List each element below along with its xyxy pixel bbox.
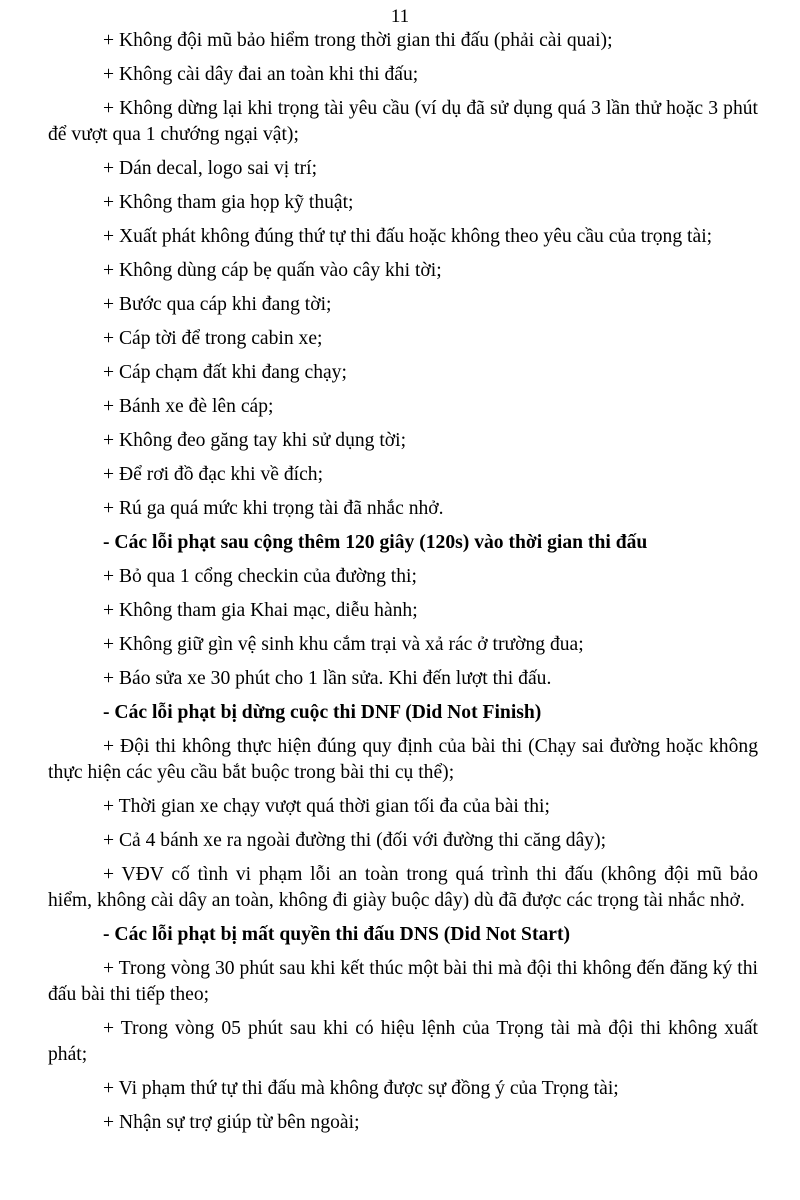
list-item: + Không tham gia Khai mạc, diễu hành; bbox=[103, 600, 418, 621]
list-item: + Không tham gia họp kỹ thuật; bbox=[103, 192, 354, 213]
list-item: + Thời gian xe chạy vượt quá thời gian tối đa của bài thi; bbox=[103, 796, 550, 817]
list-item: + Cả 4 bánh xe ra ngoài đường thi (đối với đường thi căng dây); bbox=[103, 830, 607, 851]
list-item: + Nhận sự trợ giúp từ bên ngoài; bbox=[103, 1112, 360, 1133]
list-item: + Không giữ gìn vệ sinh khu cắm trại và xả rác ở trường đua; bbox=[103, 634, 584, 655]
list-item: + Trong vòng 30 phút sau khi kết thúc một bài thi mà đội thi không đến đăng ký thi đấu bài thi tiếp theo; bbox=[48, 958, 758, 1005]
document-body bbox=[48, 28, 758, 1144]
list-item: + Dán decal, logo sai vị trí; bbox=[103, 158, 318, 179]
list-item: + Không cài dây đai an toàn khi thi đấu; bbox=[103, 64, 419, 85]
section-heading: - Các lỗi phạt bị mất quyền thi đấu DNS (Did Not Start) bbox=[103, 924, 571, 945]
list-item: + Báo sửa xe 30 phút cho 1 lần sửa. Khi đến lượt thi đấu. bbox=[103, 668, 552, 689]
list-item: + Đội thi không thực hiện đúng quy định của bài thi (Chạy sai đường hoặc không thực hiện các yêu cầu bắt buộc trong bài thi cụ thể); bbox=[48, 736, 758, 783]
section-heading: - Các lỗi phạt bị dừng cuộc thi DNF (Did Not Finish) bbox=[103, 702, 542, 723]
list-item: + Bước qua cáp khi đang tời; bbox=[103, 294, 332, 315]
list-item: + Để rơi đồ đạc khi về đích; bbox=[103, 464, 324, 485]
list-item: + Bánh xe đè lên cáp; bbox=[103, 396, 274, 417]
section-heading: - Các lỗi phạt sau cộng thêm 120 giây (120s) vào thời gian thi đấu bbox=[103, 532, 648, 553]
list-item: + VĐV cố tình vi phạm lỗi an toàn trong quá trình thi đấu (không đội mũ bảo hiểm, không cài dây an toàn, không đi giày buộc dây) dù đã được các trọng tài nhắc nhở. bbox=[48, 864, 758, 911]
list-item: + Xuất phát không đúng thứ tự thi đấu hoặc không theo yêu cầu của trọng tài; bbox=[103, 226, 713, 247]
list-item: + Rú ga quá mức khi trọng tài đã nhắc nhở. bbox=[103, 498, 444, 519]
list-item: + Cáp chạm đất khi đang chạy; bbox=[103, 362, 347, 383]
page-number: 11 bbox=[390, 6, 410, 27]
list-item: + Cáp tời để trong cabin xe; bbox=[103, 328, 323, 349]
list-item: + Không dùng cáp bẹ quấn vào cây khi tời; bbox=[103, 260, 442, 281]
list-item: + Vi phạm thứ tự thi đấu mà không được sự đồng ý của Trọng tài; bbox=[103, 1078, 619, 1099]
list-item: + Bỏ qua 1 cổng checkin của đường thi; bbox=[103, 566, 417, 587]
list-item: + Không đeo găng tay khi sử dụng tời; bbox=[103, 430, 407, 451]
list-item: + Không dừng lại khi trọng tài yêu cầu (ví dụ đã sử dụng quá 3 lần thử hoặc 3 phút để vượt qua 1 chướng ngại vật); bbox=[48, 98, 758, 145]
list-item: + Không đội mũ bảo hiểm trong thời gian thi đấu (phải cài quai); bbox=[103, 30, 613, 51]
list-item: + Trong vòng 05 phút sau khi có hiệu lệnh của Trọng tài mà đội thi không xuất phát; bbox=[48, 1018, 758, 1065]
